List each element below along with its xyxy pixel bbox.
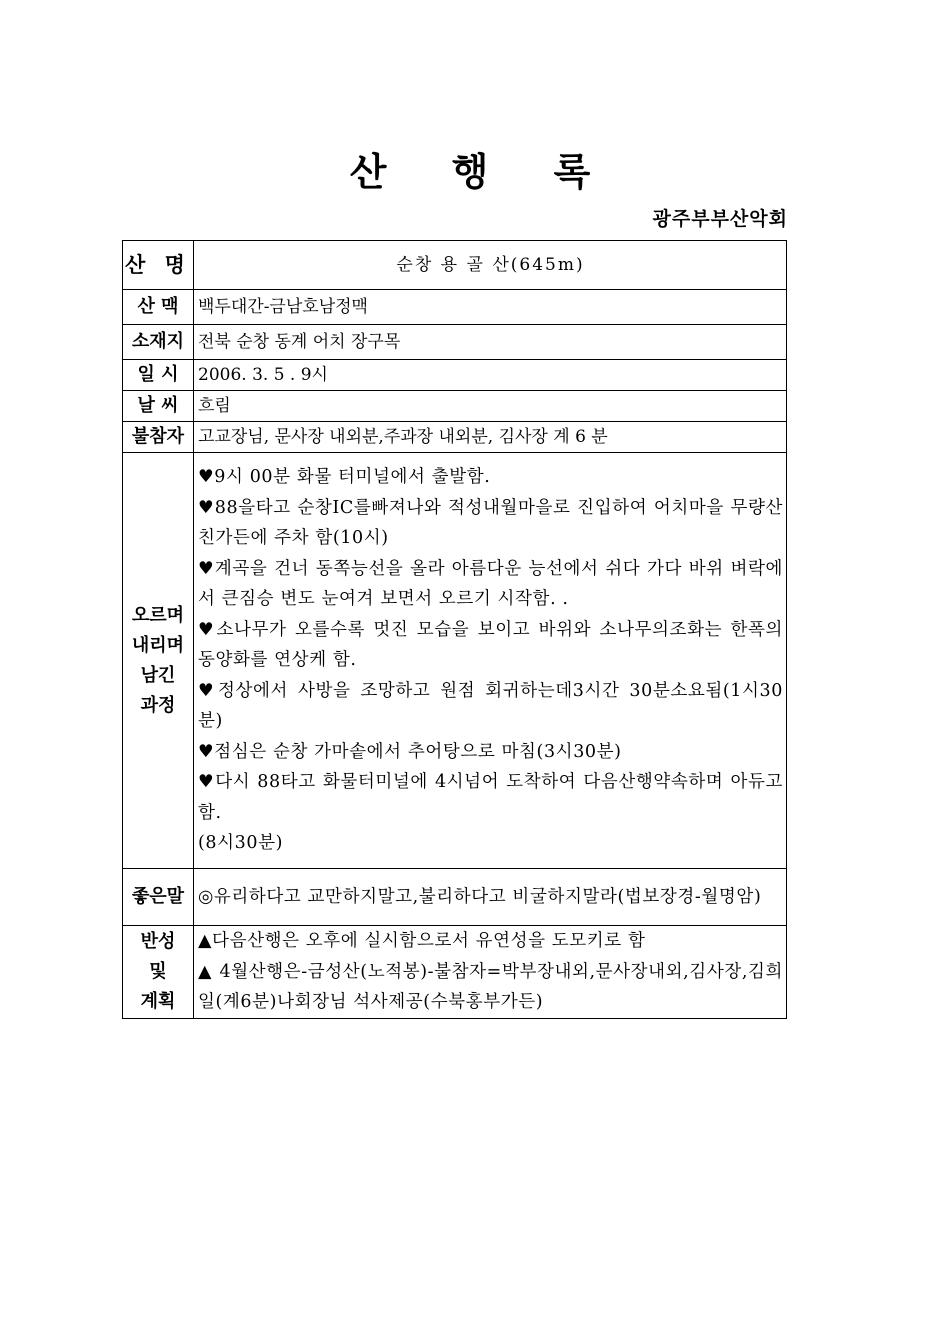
quote-row	[123, 869, 787, 926]
participants-label: 불참자	[123, 422, 194, 453]
quote-text: ◎유리하다고 교만하지말고,불리하다고 비굴하지말라(법보장경-월명암)	[198, 886, 762, 907]
weather-value: 흐림	[194, 391, 787, 422]
quote-label: 좋은말	[123, 869, 194, 926]
plan-label-line: 계획	[140, 990, 176, 1012]
course-label-line: 남긴	[140, 664, 176, 686]
plan-label-line: 반성	[140, 930, 176, 952]
plan-paragraph: ▲다음산행은 오후에 실시함으로서 유연성을 도모키로 함	[198, 931, 646, 951]
course-label-line: 오르며	[131, 604, 185, 626]
plan-row	[123, 926, 787, 1019]
course-paragraph: ♥점심은 순창 가마솥에서 추어탕으로 마침(3시30분)	[198, 741, 622, 762]
course-value	[194, 453, 787, 869]
plan-label	[123, 926, 194, 1019]
course-label-line: 과정	[140, 694, 176, 716]
course-paragraph: ♥88을타고 순창IC를빠져나와 적성내월마을로 진입하여 어치마을 무량산친가든에 주차 함(10시)	[198, 497, 783, 549]
date-row	[123, 360, 787, 391]
course-label-line: 내리며	[131, 634, 185, 656]
course-paragraph: ♥소나무가 오를수록 멋진 모습을 보이고 바위와 소나무의조화는 한폭의 동양화를 연상케 함.	[198, 619, 783, 671]
mountain-label: 산 명	[123, 241, 194, 290]
course-paragraph: (8시30분)	[198, 833, 284, 854]
participants-value: 고교장님, 문사장 내외분,주과장 내외분, 김사장 계 6 분	[194, 422, 787, 453]
plan-label-line: 및	[149, 960, 167, 982]
course-row	[123, 453, 787, 869]
location-row	[123, 325, 787, 360]
weather-label: 날 씨	[123, 391, 194, 422]
weather-row	[123, 391, 787, 422]
course-paragraph: ♥정상에서 사방을 조망하고 원점 회귀하는데3시간 30분소요됨(1시30분)	[198, 680, 783, 732]
range-row	[123, 290, 787, 325]
plan-paragraph: ▲4월산행은-금성산(노적봉)-불참자=박부장내외,문사장내외,김사장,김희일(계6분)나회장님 석사제공(수북홍부가든)	[198, 961, 783, 1012]
date-value: 2006. 3. 5 . 9시	[194, 360, 787, 391]
mountain-row	[123, 241, 787, 290]
hiking-log-table	[122, 240, 787, 1019]
range-label: 산 맥	[123, 290, 194, 325]
organization-name: 광주부부산악회	[652, 208, 788, 230]
document-title: 산 행 록	[349, 149, 617, 194]
mountain-name-value: 순창 용 골 산(645m)	[194, 241, 787, 290]
course-paragraph: ♥계곡을 건너 동쪽능선을 올라 아름다운 능선에서 쉬다 가다 바위 벼락에서 큰짐승 변도 눈여겨 보면서 오르기 시작함. .	[198, 558, 783, 610]
quote-value	[194, 869, 787, 926]
course-label	[123, 453, 194, 869]
participants-row	[123, 422, 787, 453]
location-label: 소재지	[123, 325, 194, 360]
plan-value	[194, 926, 787, 1019]
course-paragraph: ♥9시 00분 화물 터미널에서 출발함.	[198, 467, 491, 488]
range-value: 백두대간-금남호남정맥	[194, 290, 787, 325]
course-paragraph: ♥다시 88타고 화물터미널에 4시넘어 도착하여 다음산행약속하며 아듀고함.	[198, 772, 783, 823]
location-value: 전북 순창 동계 어치 장구목	[194, 325, 787, 360]
date-label: 일 시	[123, 360, 194, 391]
